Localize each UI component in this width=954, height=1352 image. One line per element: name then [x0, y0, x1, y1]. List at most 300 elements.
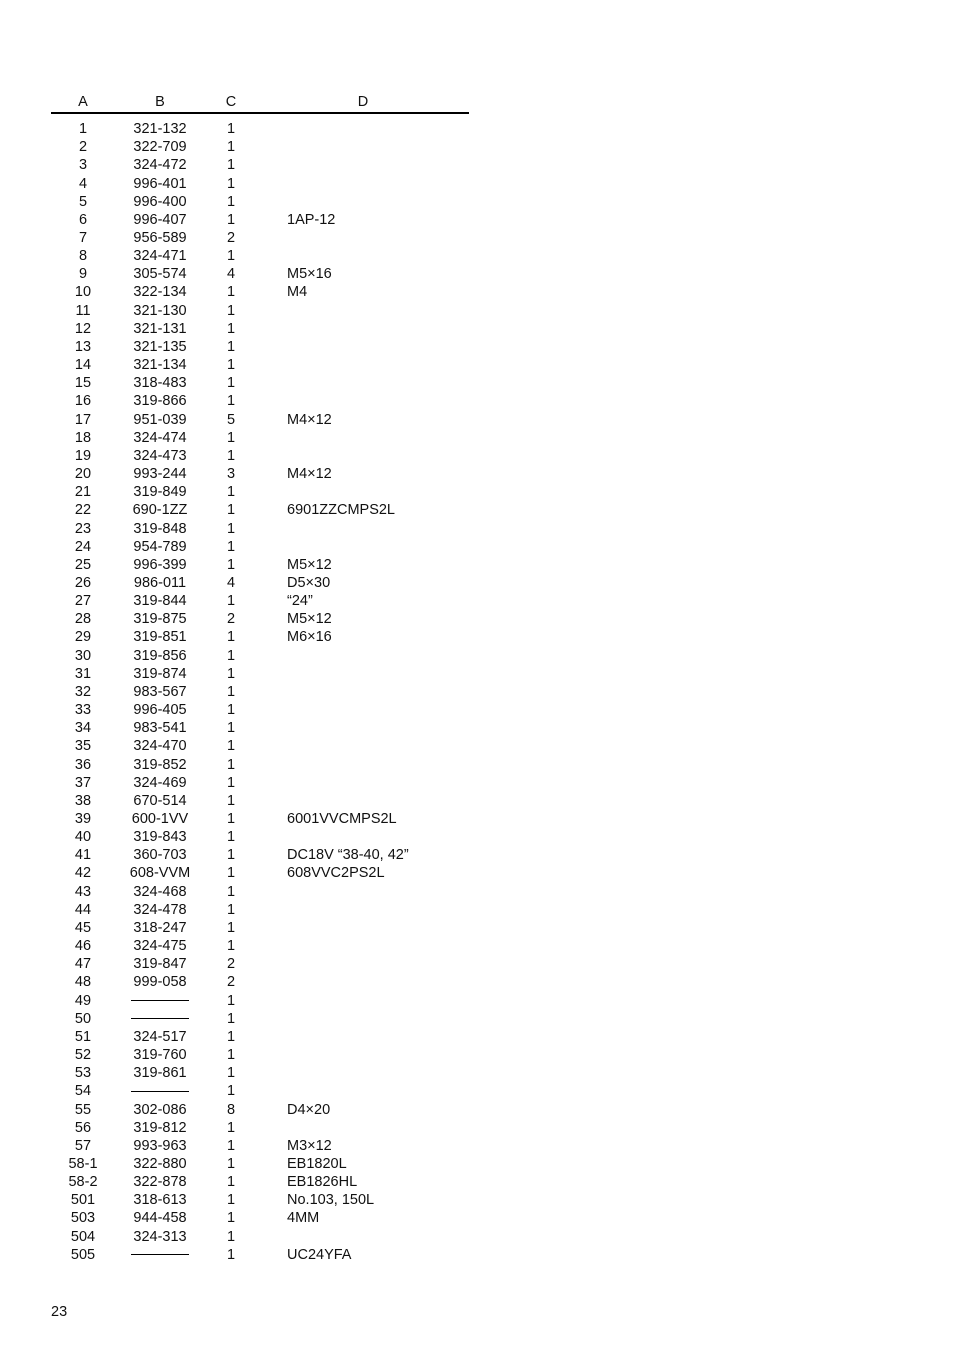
cell-remarks [257, 193, 469, 211]
cell-item-number: 47 [74, 956, 92, 973]
table-row [51, 265, 469, 283]
table-row [51, 483, 469, 501]
cell-item-number: 14 [74, 357, 92, 374]
table-row [51, 737, 469, 755]
cell-part-number: 305-574 [133, 266, 187, 283]
cell-item-number: 501 [70, 1192, 96, 1209]
table-row [51, 647, 469, 665]
cell-remarks: No.103, 150L [287, 1192, 375, 1209]
cell-part-number: 360-703 [133, 847, 187, 864]
cell-remarks: 1AP-12 [287, 211, 336, 228]
cell-quantity: 5 [226, 411, 236, 428]
cell-part-number: 319-849 [133, 484, 187, 501]
cell-item-number: 43 [74, 883, 92, 900]
cell-part-number: 993-963 [133, 1137, 187, 1154]
cell-item-number: 504 [70, 1228, 96, 1245]
cell-part-number: 324-472 [133, 157, 187, 174]
table-row [51, 283, 469, 301]
cell-item-number: 15 [74, 375, 92, 392]
cell-item-number: 52 [74, 1047, 92, 1064]
cell-quantity: 4 [226, 574, 236, 591]
cell-remarks [257, 1028, 469, 1046]
table-row [51, 113, 469, 138]
cell-quantity: 1 [226, 901, 236, 918]
cell-remarks [257, 701, 469, 719]
table-row [51, 247, 469, 265]
table-row [51, 683, 469, 701]
cell-part-number: 319-852 [133, 756, 187, 773]
cell-part-number: 608-VVM [129, 865, 191, 882]
cell-quantity: 1 [226, 1028, 236, 1045]
cell-remarks: EB1820L [287, 1155, 347, 1172]
cell-quantity: 2 [226, 974, 236, 991]
cell-quantity: 1 [226, 393, 236, 410]
cell-quantity: 1 [226, 865, 236, 882]
table-row [51, 138, 469, 156]
cell-part-number: 324-471 [133, 248, 187, 265]
table-row [51, 810, 469, 828]
table-row [51, 1100, 469, 1118]
cell-part-number: 322-134 [133, 284, 187, 301]
cell-remarks [257, 374, 469, 392]
cell-part-number: 319-760 [133, 1047, 187, 1064]
cell-quantity: 1 [226, 302, 236, 319]
cell-quantity: 1 [226, 829, 236, 846]
table-row [51, 556, 469, 574]
cell-item-number: 12 [74, 320, 92, 337]
cell-remarks [257, 719, 469, 737]
no-part-number-dash [131, 1254, 189, 1255]
cell-part-number: 319-847 [133, 956, 187, 973]
cell-item-number: 22 [74, 502, 92, 519]
cell-item-number: 9 [78, 266, 88, 283]
cell-part-number: 319-843 [133, 829, 187, 846]
table-row [51, 864, 469, 882]
cell-item-number: 49 [74, 992, 92, 1009]
cell-quantity: 2 [226, 230, 236, 247]
cell-item-number: 27 [74, 593, 92, 610]
table-row [51, 1209, 469, 1227]
cell-item-number: 56 [74, 1119, 92, 1136]
cell-part-number: 322-878 [133, 1174, 187, 1191]
cell-remarks [257, 447, 469, 465]
cell-quantity: 1 [226, 520, 236, 537]
cell-remarks [257, 774, 469, 792]
table-row [51, 719, 469, 737]
cell-quantity: 1 [226, 248, 236, 265]
cell-remarks [257, 1119, 469, 1137]
cell-part-number: 322-709 [133, 139, 187, 156]
cell-item-number: 35 [74, 738, 92, 755]
cell-item-number: 7 [78, 230, 88, 247]
cell-quantity: 1 [226, 484, 236, 501]
cell-remarks [257, 174, 469, 192]
cell-item-number: 503 [70, 1210, 96, 1227]
cell-quantity: 1 [226, 175, 236, 192]
cell-part-number: 319-866 [133, 393, 187, 410]
cell-part-number: 321-130 [133, 302, 187, 319]
table-row [51, 465, 469, 483]
no-part-number-dash [131, 1000, 189, 1001]
cell-part-number: 319-874 [133, 665, 187, 682]
table-row [51, 1064, 469, 1082]
table-row [51, 610, 469, 628]
cell-remarks: D5×30 [287, 574, 331, 591]
cell-quantity: 1 [226, 756, 236, 773]
cell-part-number: 999-058 [133, 974, 187, 991]
cell-quantity: 1 [226, 502, 236, 519]
table-row [51, 429, 469, 447]
table-row [51, 174, 469, 192]
table-row [51, 447, 469, 465]
cell-item-number: 2 [78, 139, 88, 156]
cell-item-number: 8 [78, 248, 88, 265]
cell-remarks [257, 1064, 469, 1082]
cell-quantity: 1 [226, 1246, 236, 1263]
table-row [51, 919, 469, 937]
cell-item-number: 28 [74, 611, 92, 628]
cell-quantity: 1 [226, 720, 236, 737]
cell-remarks: M5×16 [287, 266, 332, 283]
table-row [51, 411, 469, 429]
cell-quantity: 8 [226, 1101, 236, 1118]
cell-part-number: 319-844 [133, 593, 187, 610]
table-row [51, 1173, 469, 1191]
cell-item-number: 51 [74, 1028, 92, 1045]
no-part-number-dash [131, 1018, 189, 1019]
column-header-b: B [115, 94, 205, 113]
cell-quantity: 1 [226, 139, 236, 156]
table-row [51, 501, 469, 519]
table-row [51, 846, 469, 864]
cell-part-number: 319-856 [133, 647, 187, 664]
cell-remarks: DC18V “38-40, 42” [287, 847, 409, 864]
cell-item-number: 30 [74, 647, 92, 664]
cell-remarks: 6001VVCMPS2L [287, 811, 397, 828]
table-row [51, 392, 469, 410]
parts-table [51, 94, 469, 1264]
cell-quantity: 1 [226, 284, 236, 301]
cell-part-number: 319-812 [133, 1119, 187, 1136]
table-row [51, 1082, 469, 1100]
cell-quantity: 1 [226, 338, 236, 355]
cell-part-number: 324-313 [133, 1228, 187, 1245]
cell-item-number: 29 [74, 629, 92, 646]
cell-quantity: 1 [226, 538, 236, 555]
cell-part-number: 318-613 [133, 1192, 187, 1209]
cell-item-number: 55 [74, 1101, 92, 1118]
cell-quantity: 1 [226, 919, 236, 936]
cell-part-number: 996-399 [133, 556, 187, 573]
table-row [51, 320, 469, 338]
cell-quantity: 1 [226, 992, 236, 1009]
cell-item-number: 1 [78, 121, 88, 138]
cell-quantity: 2 [226, 956, 236, 973]
cell-item-number: 45 [74, 919, 92, 936]
cell-part-number: 324-475 [133, 938, 187, 955]
cell-item-number: 53 [74, 1065, 92, 1082]
cell-part-number: 996-401 [133, 175, 187, 192]
cell-part-number: 319-848 [133, 520, 187, 537]
cell-quantity: 1 [226, 375, 236, 392]
cell-part-number: 321-132 [133, 121, 187, 138]
cell-quantity: 1 [226, 1119, 236, 1136]
cell-item-number: 24 [74, 538, 92, 555]
table-row [51, 701, 469, 719]
cell-remarks [257, 302, 469, 320]
cell-remarks [257, 538, 469, 556]
cell-remarks [257, 138, 469, 156]
cell-quantity: 1 [226, 556, 236, 573]
cell-item-number: 38 [74, 792, 92, 809]
header-row [51, 94, 469, 113]
cell-remarks: UC24YFA [287, 1246, 352, 1263]
table-row [51, 1137, 469, 1155]
cell-part-number [115, 1246, 205, 1264]
cell-remarks [257, 156, 469, 174]
table-row [51, 1010, 469, 1028]
table-row [51, 665, 469, 683]
cell-part-number: 302-086 [133, 1101, 187, 1118]
cell-quantity: 1 [226, 1137, 236, 1154]
cell-item-number: 58-2 [68, 1174, 98, 1191]
cell-item-number: 18 [74, 429, 92, 446]
cell-remarks [257, 901, 469, 919]
cell-item-number: 44 [74, 901, 92, 918]
cell-item-number: 40 [74, 829, 92, 846]
cell-part-number: 318-247 [133, 919, 187, 936]
cell-quantity: 4 [226, 266, 236, 283]
cell-item-number: 32 [74, 683, 92, 700]
cell-remarks [257, 429, 469, 447]
cell-remarks: M4×12 [287, 466, 332, 483]
cell-quantity: 1 [226, 320, 236, 337]
cell-item-number: 23 [74, 520, 92, 537]
cell-quantity: 1 [226, 665, 236, 682]
cell-part-number: 996-407 [133, 211, 187, 228]
cell-quantity: 3 [226, 466, 236, 483]
cell-item-number: 19 [74, 447, 92, 464]
cell-remarks [257, 973, 469, 991]
cell-quantity: 1 [226, 1083, 236, 1100]
cell-item-number: 42 [74, 865, 92, 882]
table-row [51, 828, 469, 846]
cell-quantity: 1 [226, 593, 236, 610]
cell-quantity: 1 [226, 1047, 236, 1064]
cell-part-number: 996-400 [133, 193, 187, 210]
cell-remarks: M4×12 [287, 411, 332, 428]
cell-part-number: 324-469 [133, 774, 187, 791]
cell-part-number [115, 992, 205, 1010]
cell-part-number: 986-011 [133, 574, 187, 591]
table-row [51, 374, 469, 392]
table-row [51, 338, 469, 356]
cell-quantity: 1 [226, 811, 236, 828]
column-header-a: A [51, 94, 115, 113]
cell-remarks: M6×16 [287, 629, 332, 646]
cell-item-number: 54 [74, 1083, 92, 1100]
cell-item-number: 31 [74, 665, 92, 682]
table-row [51, 211, 469, 229]
cell-item-number: 34 [74, 720, 92, 737]
table-row [51, 792, 469, 810]
cell-remarks [257, 992, 469, 1010]
cell-part-number: 996-405 [133, 702, 187, 719]
cell-quantity: 1 [226, 938, 236, 955]
no-part-number-dash [131, 1091, 189, 1092]
cell-item-number: 36 [74, 756, 92, 773]
table-row [51, 1119, 469, 1137]
cell-remarks [257, 665, 469, 683]
cell-remarks [257, 483, 469, 501]
cell-part-number: 319-851 [133, 629, 187, 646]
cell-part-number: 324-468 [133, 883, 187, 900]
cell-part-number: 944-458 [133, 1210, 187, 1227]
column-header-c: C [205, 94, 257, 113]
cell-item-number: 10 [74, 284, 92, 301]
cell-part-number: 319-875 [133, 611, 187, 628]
table-row [51, 973, 469, 991]
table-row [51, 992, 469, 1010]
cell-part-number: 690-1ZZ [132, 502, 188, 519]
cell-part-number: 318-483 [133, 375, 187, 392]
cell-part-number: 324-470 [133, 738, 187, 755]
table-row [51, 1028, 469, 1046]
table-row [51, 1155, 469, 1173]
table-row [51, 156, 469, 174]
page-number: 23 [51, 1304, 68, 1320]
cell-part-number: 324-478 [133, 901, 187, 918]
cell-quantity: 1 [226, 1155, 236, 1172]
cell-remarks [257, 392, 469, 410]
cell-remarks [257, 755, 469, 773]
cell-part-number: 983-541 [133, 720, 187, 737]
cell-remarks: M4 [287, 284, 308, 301]
cell-quantity: 1 [226, 157, 236, 174]
cell-quantity: 1 [226, 447, 236, 464]
cell-quantity: 1 [226, 683, 236, 700]
cell-item-number: 26 [74, 574, 92, 591]
cell-remarks [257, 338, 469, 356]
cell-quantity: 1 [226, 357, 236, 374]
cell-remarks [257, 247, 469, 265]
cell-remarks: 4MM [287, 1210, 320, 1227]
cell-remarks [257, 320, 469, 338]
cell-part-number: 324-473 [133, 447, 187, 464]
cell-remarks: 6901ZZCMPS2L [287, 502, 395, 519]
cell-remarks: M5×12 [287, 556, 332, 573]
table-row [51, 538, 469, 556]
cell-remarks: D4×20 [287, 1101, 331, 1118]
cell-quantity: 1 [226, 629, 236, 646]
cell-item-number: 6 [78, 211, 88, 228]
cell-remarks [257, 1010, 469, 1028]
cell-remarks [257, 1046, 469, 1064]
cell-item-number: 58-1 [68, 1155, 98, 1172]
cell-item-number: 57 [74, 1137, 92, 1154]
table-row [51, 519, 469, 537]
cell-quantity: 2 [226, 611, 236, 628]
cell-remarks [257, 113, 469, 138]
cell-quantity: 1 [226, 1192, 236, 1209]
cell-quantity: 1 [226, 211, 236, 228]
cell-item-number: 11 [75, 302, 91, 319]
cell-remarks [257, 955, 469, 973]
cell-remarks [257, 519, 469, 537]
table-row [51, 356, 469, 374]
table-row [51, 1246, 469, 1264]
cell-remarks [257, 229, 469, 247]
table-row [51, 937, 469, 955]
cell-part-number: 319-861 [133, 1065, 187, 1082]
cell-part-number: 956-589 [133, 230, 187, 247]
cell-quantity: 1 [226, 738, 236, 755]
table-row [51, 628, 469, 646]
cell-remarks: M3×12 [287, 1137, 332, 1154]
table-row [51, 1046, 469, 1064]
cell-remarks [257, 683, 469, 701]
cell-part-number: 321-135 [133, 338, 187, 355]
cell-item-number: 37 [74, 774, 92, 791]
cell-part-number: 670-514 [133, 792, 187, 809]
table-row [51, 955, 469, 973]
cell-part-number: 324-474 [133, 429, 187, 446]
cell-part-number: 322-880 [133, 1155, 187, 1172]
cell-quantity: 1 [226, 774, 236, 791]
cell-quantity: 1 [226, 1174, 236, 1191]
cell-quantity: 1 [226, 1065, 236, 1082]
table-row [51, 592, 469, 610]
cell-quantity: 1 [226, 193, 236, 210]
cell-part-number: 321-131 [133, 320, 187, 337]
cell-remarks [257, 937, 469, 955]
cell-item-number: 13 [74, 338, 92, 355]
cell-item-number: 50 [74, 1010, 92, 1027]
cell-remarks [257, 647, 469, 665]
cell-item-number: 5 [78, 193, 88, 210]
cell-quantity: 1 [226, 121, 236, 138]
cell-remarks [257, 737, 469, 755]
cell-quantity: 1 [226, 647, 236, 664]
cell-part-number: 983-567 [133, 683, 187, 700]
cell-remarks: M5×12 [287, 611, 332, 628]
table-row [51, 755, 469, 773]
cell-item-number: 33 [74, 702, 92, 719]
cell-remarks [257, 792, 469, 810]
table-body [51, 113, 469, 1264]
cell-remarks [257, 883, 469, 901]
cell-part-number: 600-1VV [131, 811, 189, 828]
cell-remarks [257, 919, 469, 937]
cell-quantity: 1 [226, 702, 236, 719]
cell-quantity: 1 [226, 847, 236, 864]
table-row [51, 883, 469, 901]
cell-item-number: 17 [74, 411, 92, 428]
cell-item-number: 505 [70, 1246, 96, 1263]
cell-item-number: 20 [74, 466, 92, 483]
cell-part-number: 993-244 [133, 466, 187, 483]
cell-quantity: 1 [226, 1010, 236, 1027]
cell-item-number: 21 [74, 484, 92, 501]
table-row [51, 774, 469, 792]
cell-quantity: 1 [226, 1228, 236, 1245]
table-row [51, 193, 469, 211]
column-header-d: D [257, 94, 469, 113]
cell-remarks: “24” [287, 593, 313, 610]
table-row [51, 302, 469, 320]
cell-item-number: 16 [74, 393, 92, 410]
cell-item-number: 4 [78, 175, 88, 192]
